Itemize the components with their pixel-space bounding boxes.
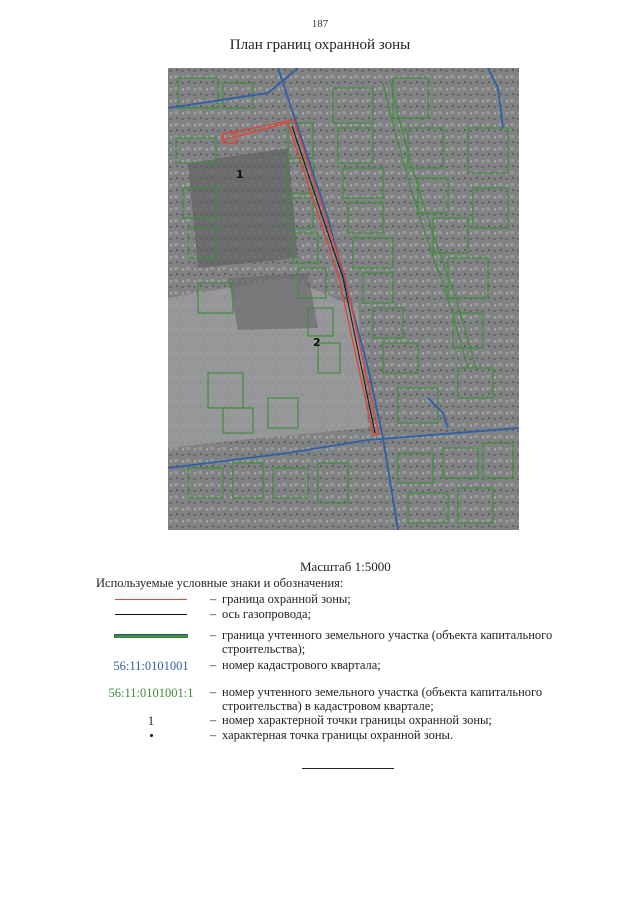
dark-field — [228, 273, 318, 330]
page-number: 187 — [311, 18, 329, 30]
page-title: План границ охранной зоны — [229, 37, 411, 53]
legend-text: номер кадастрового квартала; — [222, 658, 381, 672]
legend-text: граница охранной зоны; — [222, 592, 351, 606]
legend-dash: – — [209, 658, 217, 672]
dark-field — [188, 148, 298, 268]
legend-text: номер характерной точки границы охранной зоны; — [222, 713, 492, 727]
point-label-2: 2 — [313, 336, 321, 349]
map-image — [168, 68, 519, 530]
legend-dash: – — [209, 607, 217, 621]
green-line-symbol — [114, 634, 188, 638]
legend-dash: – — [209, 592, 217, 606]
parcel-number-sample: 56:11:0101001:1 — [108, 685, 194, 700]
legend-item-protection-zone — [96, 592, 596, 607]
legend-item-quarter-number — [96, 658, 596, 673]
legend-symbol — [96, 728, 206, 743]
legend-symbol — [96, 685, 206, 700]
legend-text: граница учтенного земельного участка (объекта капитального строительства); — [222, 628, 553, 656]
footer-rule — [302, 768, 394, 769]
legend-symbol — [96, 713, 206, 728]
legend-item-parcel-boundary — [96, 628, 596, 656]
legend-dash: – — [209, 728, 217, 742]
legend-item-parcel-number — [96, 685, 596, 713]
legend-symbol — [96, 592, 206, 607]
legend-dash: – — [209, 628, 217, 642]
legend-item-point-dot — [96, 728, 596, 743]
legend-symbol — [96, 658, 206, 673]
black-line-symbol — [115, 614, 187, 615]
legend-text: номер учтенного земельного участка (объекта капитального строительства) в кадастровом квартале; — [222, 685, 543, 713]
legend-item-gas-pipeline — [96, 607, 596, 622]
legend-dash: – — [209, 685, 217, 699]
scale-label: Масштаб 1:5000 — [300, 559, 391, 574]
legend-text: ось газопровода; — [222, 607, 312, 621]
point-dot-symbol — [150, 734, 153, 737]
quarter-number-sample: 56:11:0101001 — [113, 658, 189, 673]
legend-title: Используемые условные знаки и обозначения: — [96, 576, 344, 590]
legend-symbol — [96, 607, 206, 622]
legend-item-point-number — [96, 713, 596, 728]
point-number-sample: 1 — [147, 713, 155, 728]
legend-dash: – — [209, 713, 217, 727]
legend — [96, 576, 596, 743]
point-label-1: 1 — [236, 168, 244, 181]
legend-text: характерная точка границы охранной зоны. — [222, 728, 454, 742]
legend-symbol — [96, 628, 206, 643]
red-line-symbol — [115, 599, 187, 600]
